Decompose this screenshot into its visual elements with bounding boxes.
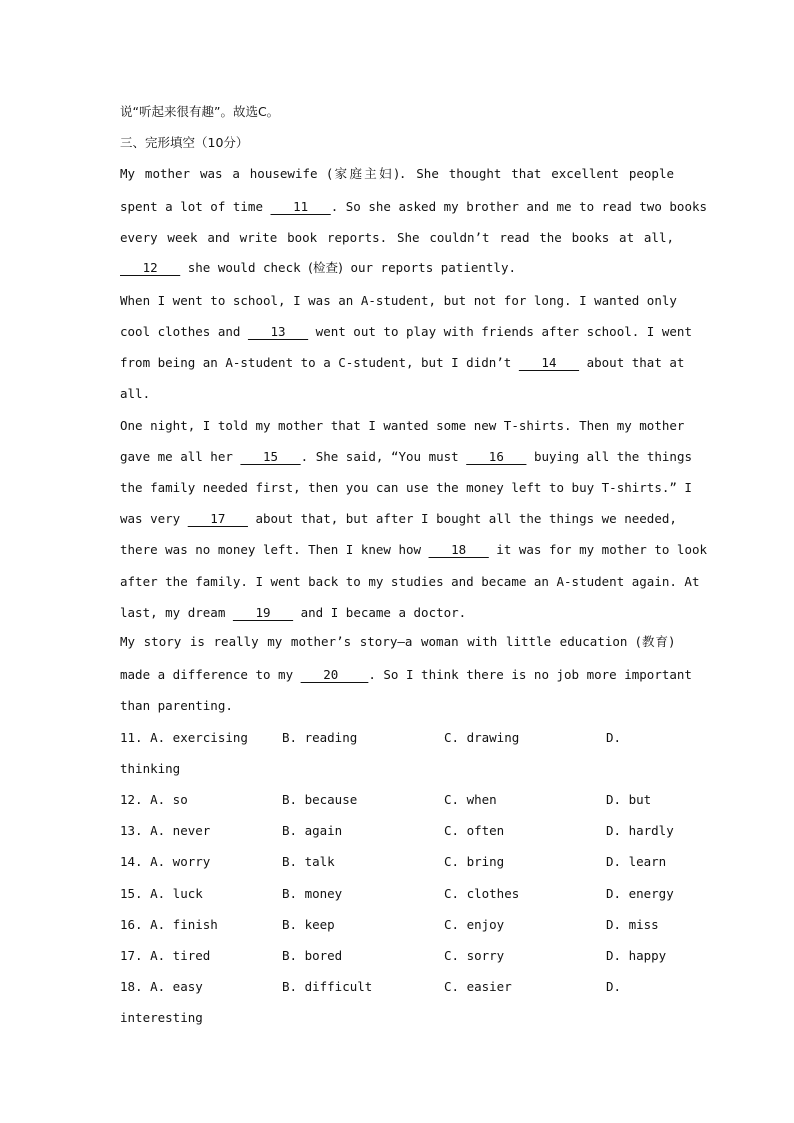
option-c: C. sorry — [444, 948, 505, 963]
option-a: 16. A. finish — [120, 917, 218, 932]
answer-blank: 12 — [120, 260, 181, 275]
option-b: B. reading — [282, 730, 358, 745]
option-d: D. energy — [606, 886, 674, 901]
option-a: 17. A. tired — [120, 948, 211, 963]
passage-line — [120, 447, 693, 467]
passage-text: there was no money left. Then I knew how — [120, 542, 429, 557]
passage-line — [120, 572, 700, 592]
passage-line — [120, 353, 685, 373]
option-c: C. clothes — [444, 886, 520, 901]
section-title: 三、完形填空（10分） — [120, 135, 249, 150]
passage-line — [120, 384, 674, 404]
option-a: 13. A. never — [120, 823, 211, 838]
passage-text: was very — [120, 511, 188, 526]
answer-blank: 15 — [240, 449, 301, 464]
lead-text: 说“听起来很有趣”。故选C。 — [120, 104, 280, 119]
passage-text: the family needed first, then you can use the money left to buy T-shirts.” I — [120, 480, 692, 495]
passage-text: . She said, “You must — [300, 449, 467, 464]
passage-text: than parenting. — [120, 698, 233, 713]
chinese-gloss: (教育) — [636, 634, 674, 649]
option-a: 15. A. luck — [120, 886, 203, 901]
option-d: D. — [606, 730, 622, 745]
option-c: C. drawing — [444, 730, 520, 745]
answer-blank: 11 — [270, 199, 331, 214]
passage-line — [120, 228, 674, 248]
option-d: D. learn — [606, 854, 667, 869]
passage-line — [120, 509, 677, 529]
option-b: B. keep — [282, 917, 335, 932]
passage-line — [120, 197, 708, 217]
passage-text: buying all the things — [526, 449, 693, 464]
option-b: B. bored — [282, 948, 343, 963]
option-b: B. difficult — [282, 979, 373, 994]
option-b: B. talk — [282, 854, 335, 869]
option-d-wrapped: thinking — [120, 761, 181, 776]
passage-text: about that, but after I bought all the things we needed, — [247, 511, 677, 526]
passage-line — [120, 665, 692, 685]
option-c: C. often — [444, 823, 505, 838]
answer-blank: 19 — [232, 605, 294, 620]
chinese-gloss: (检查) — [308, 260, 343, 275]
option-a: 14. A. worry — [120, 854, 211, 869]
passage-line — [120, 291, 677, 311]
answer-blank: 17 — [187, 511, 248, 526]
passage-text: after the family. I went back to my studies and became an A-student again. At — [120, 574, 700, 589]
passage-text: last, my dream — [120, 605, 233, 620]
passage-line — [120, 322, 692, 342]
passage-text: from being an A-student to a C-student, but I didn’t — [120, 355, 519, 370]
passage-text: cool clothes and — [120, 324, 248, 339]
answer-blank: 20 — [300, 667, 369, 682]
option-d-wrapped: interesting — [120, 1010, 203, 1025]
passage-line — [120, 258, 674, 278]
option-d: D. but — [606, 792, 652, 807]
passage-text: My story is really my mother’s story—a woman with little education — [120, 634, 637, 649]
answer-blank: 16 — [466, 449, 527, 464]
chinese-gloss: (家庭主妇) — [327, 166, 399, 181]
passage-text: One night, I told my mother that I wanted some new T-shirts. Then my mother — [120, 418, 685, 433]
passage-text: spent a lot of time — [120, 199, 271, 214]
passage-line — [120, 603, 674, 623]
option-a: 11. A. exercising — [120, 730, 248, 745]
option-d: D. hardly — [606, 823, 674, 838]
passage-line — [120, 164, 674, 184]
passage-text: gave me all her — [120, 449, 241, 464]
passage-text: . She thought that excellent people — [398, 166, 674, 181]
passage-line — [120, 632, 674, 652]
passage-line — [120, 540, 708, 560]
passage-text: all. — [120, 386, 151, 401]
passage-line — [120, 478, 692, 498]
passage-text: . So I think there is no job more important — [368, 667, 692, 682]
option-c: C. enjoy — [444, 917, 505, 932]
option-a: 12. A. so — [120, 792, 188, 807]
passage-line — [120, 696, 674, 716]
option-b: B. money — [282, 886, 343, 901]
option-b: B. again — [282, 823, 343, 838]
passage-text: about that at — [579, 355, 685, 370]
passage-text: and I became a doctor. — [293, 605, 467, 620]
passage-text: every week and write book reports. She couldn’t read the books at all, — [120, 230, 674, 245]
option-c: C. when — [444, 792, 497, 807]
passage-text: When I went to school, I was an A-student, but not for long. I wanted only — [120, 293, 677, 308]
passage-line — [120, 416, 685, 436]
passage-text: . So she asked my brother and me to read two books — [330, 199, 708, 214]
passage-text: our reports patiently. — [342, 260, 517, 275]
option-c: C. easier — [444, 979, 512, 994]
passage-text: it was for my mother to look — [488, 542, 708, 557]
option-a: 18. A. easy — [120, 979, 203, 994]
option-d: D. — [606, 979, 622, 994]
answer-blank: 18 — [428, 542, 489, 557]
passage-text: made a difference to my — [120, 667, 301, 682]
answer-blank: 13 — [247, 324, 309, 339]
passage-text: she would check — [180, 260, 309, 275]
option-c: C. bring — [444, 854, 505, 869]
option-b: B. because — [282, 792, 358, 807]
answer-blank: 14 — [518, 355, 580, 370]
option-d: D. miss — [606, 917, 659, 932]
passage-text: went out to play with friends after school. I went — [308, 324, 692, 339]
passage-text: My mother was a housewife — [120, 166, 328, 181]
option-d: D. happy — [606, 948, 667, 963]
